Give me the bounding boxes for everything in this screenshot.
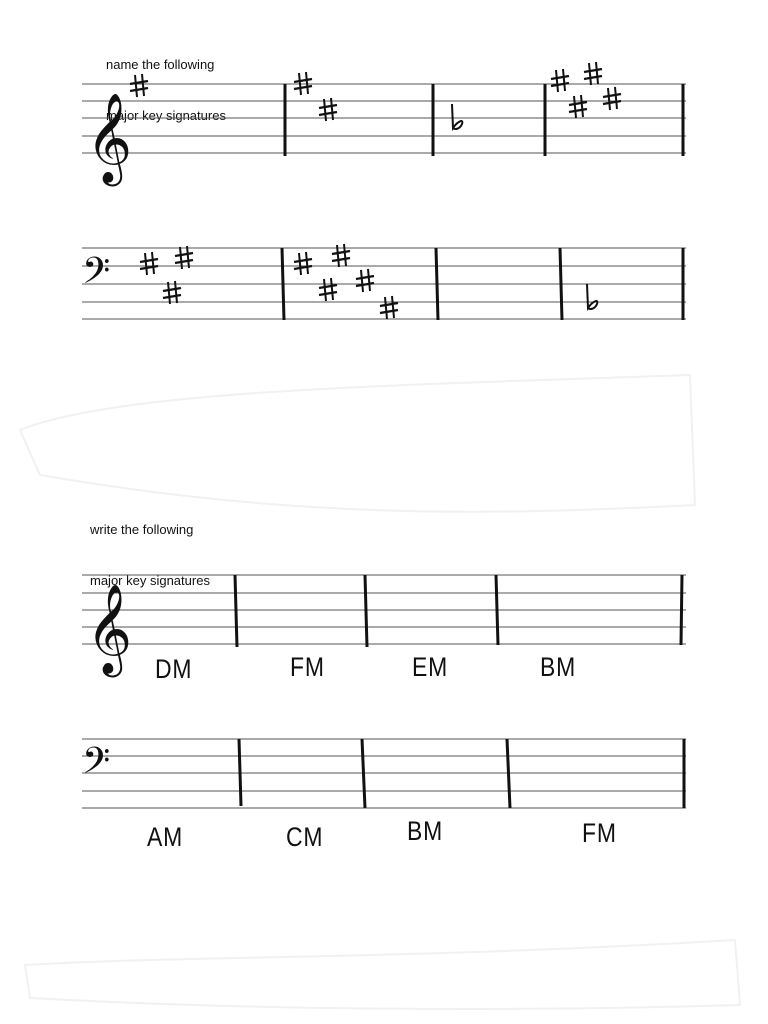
staff-treble-name — [82, 62, 686, 187]
instruction-line: name the following — [106, 57, 215, 72]
barline — [235, 575, 237, 647]
barline — [681, 575, 682, 645]
bass-clef-icon: 𝄢 — [82, 740, 111, 791]
treble-clef-icon: 𝄞 — [86, 93, 133, 183]
barline — [365, 575, 367, 647]
sharp-icon — [319, 278, 337, 301]
instruction-line: write the following — [90, 522, 194, 537]
sharp-icon — [140, 252, 158, 275]
barline — [496, 575, 498, 645]
key-label: BM — [540, 652, 577, 682]
key-label: EM — [412, 652, 449, 682]
key-label: CM — [286, 822, 324, 852]
barline — [560, 248, 562, 320]
flat-icon — [452, 104, 462, 129]
sharp-icon — [551, 69, 569, 92]
barline — [362, 739, 365, 808]
sharp-icon — [584, 62, 602, 85]
instruction-line: major key signatures — [106, 108, 226, 123]
sharp-icon — [380, 296, 398, 319]
key-label: AM — [147, 822, 184, 852]
instruction-write-keys — [90, 487, 210, 606]
flat-icon — [587, 284, 597, 309]
sharp-icon — [294, 252, 312, 275]
key-label: DM — [155, 654, 193, 684]
key-label: BM — [407, 816, 444, 846]
barline — [282, 248, 284, 320]
instruction-line: major key signatures — [90, 573, 210, 588]
key-label: FM — [582, 818, 617, 848]
bass-clef-icon: 𝄢 — [82, 250, 111, 301]
staff-bass-write — [82, 739, 686, 808]
sharp-icon — [130, 74, 148, 97]
sharp-icon — [356, 269, 374, 292]
eraser-smudge — [25, 940, 740, 1009]
staff-bass-name — [82, 244, 686, 320]
barline — [507, 739, 510, 808]
treble-clef-icon: 𝄞 — [86, 584, 133, 674]
sharp-icon — [332, 244, 350, 267]
key-label: FM — [290, 652, 325, 682]
sharp-icon — [603, 87, 621, 110]
barline — [239, 739, 241, 806]
sharp-icon — [569, 95, 587, 118]
barline — [436, 248, 438, 320]
